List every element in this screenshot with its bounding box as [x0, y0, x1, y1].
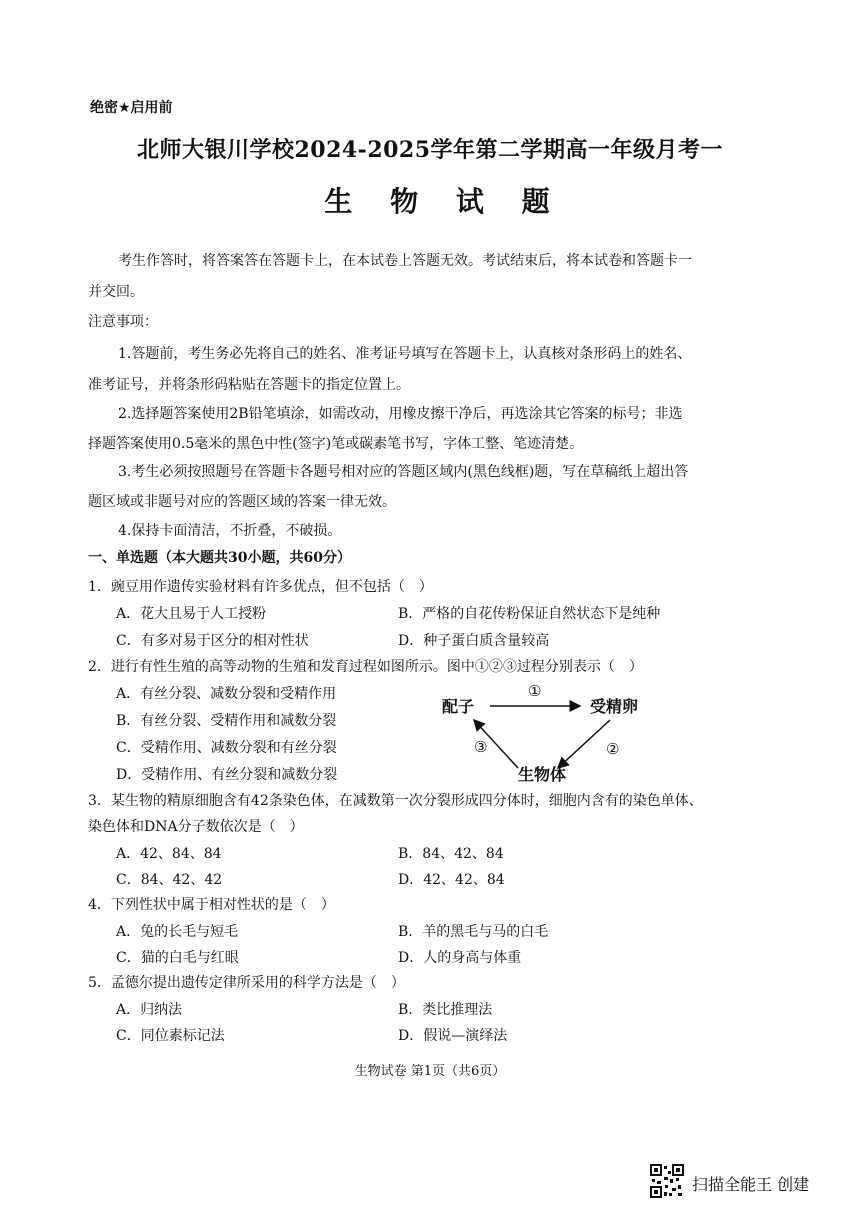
question-5-option-d: D．假说—演绎法 [398, 1028, 508, 1044]
question-3-option-d: D．42、42、84 [398, 872, 505, 888]
node-gamete: 配子 [442, 697, 475, 716]
notice-item-4: 4.保持卡面清洁，不折叠，不破损。 [118, 523, 342, 539]
intro-line-2: 并交回。 [88, 284, 144, 300]
label-step-2: ② [606, 740, 620, 758]
question-4-stem: 4．下列性状中属于相对性状的是（ ） [88, 897, 335, 913]
question-2-option-c: C．受精作用、减数分裂和有丝分裂 [116, 740, 337, 756]
notice-heading: 注意事项： [88, 314, 158, 330]
qr-code-icon [650, 1164, 684, 1198]
intro-line-1: 考生作答时，将答案答在答题卡上，在本试卷上答题无效。考试结束后，将本试卷和答题卡一 [118, 253, 692, 269]
question-4-option-c: C．猫的白毛与红眼 [116, 950, 239, 966]
notice-item-3-line-1: 3.考生必须按照题号在答题卡各题号相对应的答题区域内(黑色线框)题，写在草稿纸上超出答 [118, 464, 689, 480]
scanner-watermark: 扫描全能王 创建 [692, 1175, 810, 1194]
question-1-option-c: C．有多对易于区分的相对性状 [116, 633, 309, 649]
notice-item-2-line-1: 2.选择题答案使用2B铅笔填涂，如需改动，用橡皮擦干净后，再选涂其它答案的标号；非选 [118, 406, 683, 422]
label-step-3: ③ [474, 738, 488, 756]
question-5-stem: 5．孟德尔提出遗传定律所采用的科学方法是（ ） [88, 975, 405, 991]
question-5-option-a: A．归纳法 [116, 1002, 183, 1018]
question-4-option-b: B．羊的黑毛与马的白毛 [398, 924, 549, 940]
question-3-option-a: A．42、84、84 [116, 846, 222, 862]
reproduction-cycle-diagram [440, 676, 680, 786]
question-1-option-a: A．花大且易于人工授粉 [116, 606, 267, 622]
question-1-stem: 1．豌豆用作遗传实验材料有许多优点，但不包括（ ） [88, 579, 433, 595]
question-3-option-c: C．84、42、42 [116, 872, 223, 888]
question-1-option-b: B．严格的自花传粉保证自然状态下是纯种 [398, 606, 661, 622]
label-step-1: ① [528, 682, 542, 700]
question-2-stem: 2．进行有性生殖的高等动物的生殖和发育过程如图所示。图中①②③过程分别表示（ ） [88, 659, 643, 675]
confidential-label: 绝密★启用前 [90, 100, 173, 116]
node-organism: 生物体 [518, 765, 567, 784]
question-4-option-d: D．人的身高与体重 [398, 950, 522, 966]
question-2-option-b: B．有丝分裂、受精作用和减数分裂 [116, 713, 337, 729]
arrow-development [558, 720, 610, 768]
question-4-option-a: A．兔的长毛与短毛 [116, 924, 239, 940]
question-3-option-b: B．84、42、84 [398, 846, 504, 862]
question-3-stem-line-1: 3．某生物的精原细胞含有42条染色体，在减数第一次分裂形成四分体时，细胞内含有的染色单体、 [88, 793, 703, 809]
notice-item-2-line-2: 择题答案使用0.5毫米的黑色中性(签字)笔或碳素笔书写，字体工整、笔迹清楚。 [88, 436, 584, 452]
question-5-option-b: B．类比推理法 [398, 1002, 493, 1018]
question-2-option-d: D．受精作用、有丝分裂和减数分裂 [116, 767, 338, 783]
notice-item-1-line-2: 准考证号，并将条形码粘贴在答题卡的指定位置上。 [88, 377, 410, 393]
notice-item-1-line-1: 1.答题前，考生务必先将自己的姓名、准考证号填写在答题卡上，认真核对条形码上的姓名、 [118, 346, 692, 362]
exam-title: 北师大银川学校2024-2025学年第二学期高一年级月考一 [136, 137, 724, 163]
question-2-option-a: A．有丝分裂、减数分裂和受精作用 [116, 686, 337, 702]
section-heading: 一、单选题（本大题共30小题，共60分） [88, 550, 351, 566]
page-footer: 生物试卷 第1页（共6页） [354, 1064, 506, 1079]
question-1-option-d: D．种子蛋白质含量较高 [398, 633, 550, 649]
notice-item-3-line-2: 题区域或非题号对应的答题区域的答案一律无效。 [88, 494, 396, 510]
question-3-stem-line-2: 染色体和DNA分子数依次是（ ） [88, 819, 304, 835]
question-5-option-c: C．同位素标记法 [116, 1028, 225, 1044]
subject-title: 生 物 试 题 [324, 185, 564, 218]
node-zygote: 受精卵 [590, 697, 639, 716]
